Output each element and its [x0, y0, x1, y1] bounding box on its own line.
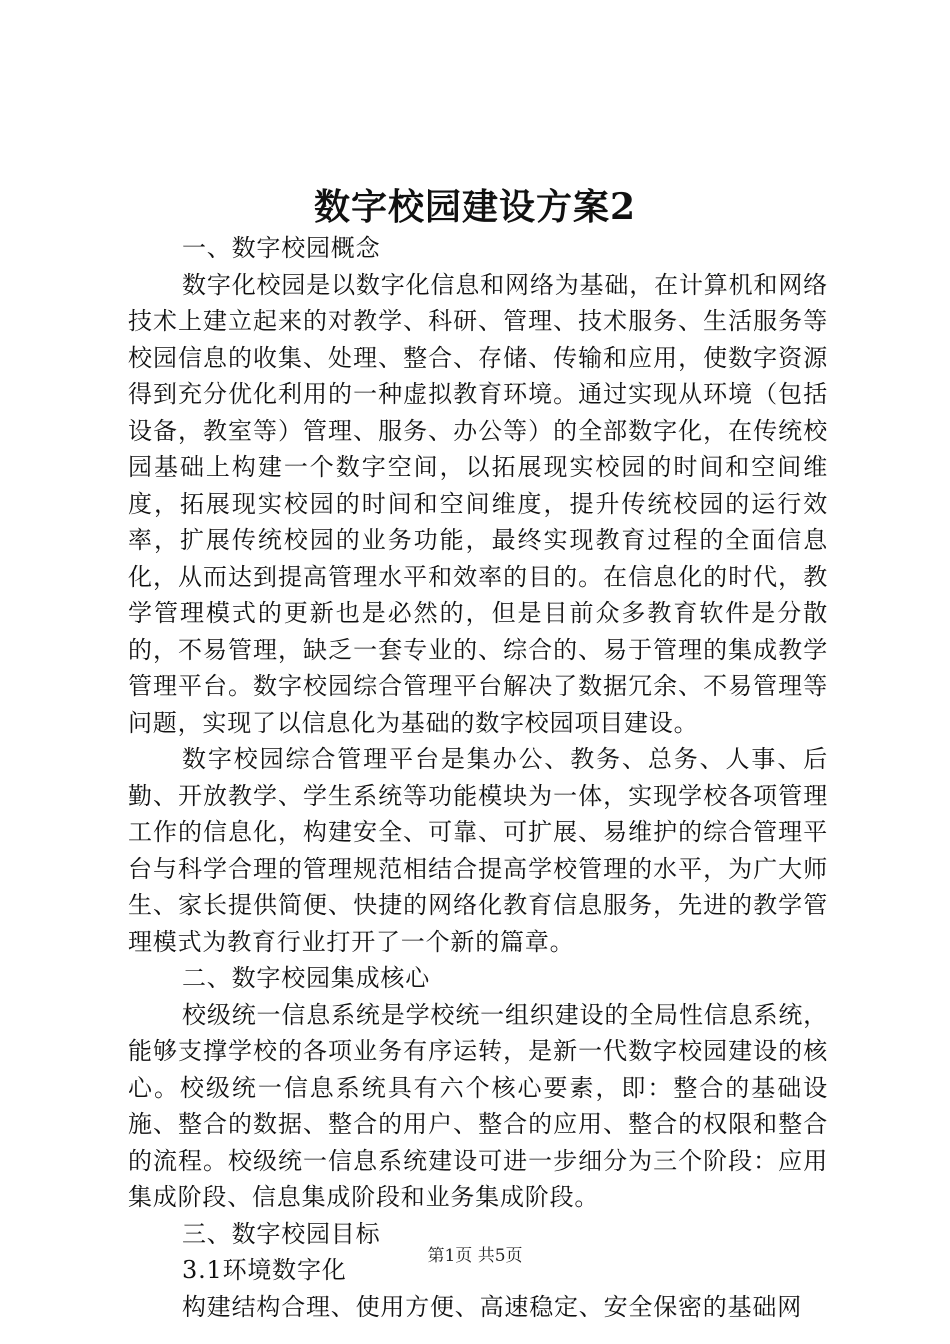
section-heading-1: 一、数字校园概念 [182, 234, 381, 262]
subsection-heading-3-1: 3.1环境数字化 [182, 1256, 347, 1284]
page-footer: 第1页 共5页 [427, 1246, 523, 1266]
paragraph-environment: 构建结构合理、使用方便、高速稳定、安全保密的基础网 [182, 1292, 802, 1321]
paragraph-core: 校级统一信息系统是学校统一组织建设的全局性信息系统，能够支撑学校的各项业务有序运转，是新一代数字校园建设的核心。校级统一信息系统具有六个核心要素，即：整合的基础设施、整合的数据、整合的用户、整合的应用、整合的权限和整合的流程。校级统一信息系统建设可进一步细分为三个阶段：应用集成阶段、信息集成阶段和业务集成阶段。 [128, 1000, 828, 1211]
paragraph-concept-1: 数字化校园是以数字化信息和网络为基础，在计算机和网络技术上建立起来的对教学、科研、管理、技术服务、生活服务等校园信息的收集、处理、整合、存储、传输和应用，使数字资源得到充分优化利用的一种虚拟教育环境。通过实现从环境（包括设备，教室等）管理、服务、办公等）的全部数字化，在传统校园基础上构建一个数字空间，以拓展现实校园的时间和空间维度，拓展现实校园的时间和空间维度，提升传统校园的运行效率，扩展传统校园的业务功能，最终实现教育过程的全面信息化，从而达到提高管理水平和效率的目的。在信息化的时代，教学管理模式的更新也是必然的，但是目前众多教育软件是分散的，不易管理，缺乏一套专业的、综合的、易于管理的集成教学管理平台。数字校园综合管理平台解决了数据冗余、不易管理等问题，实现了以信息化为基础的数字校园项目建设。 [128, 270, 828, 737]
document-body [128, 230, 828, 1325]
document-title: 数字校园建设方案2 [313, 186, 637, 228]
section-heading-3: 三、数字校园目标 [182, 1219, 381, 1248]
paragraph-concept-2: 数字校园综合管理平台是集办公、教务、总务、人事、后勤、开放教学、学生系统等功能模块为一体，实现学校各项管理工作的信息化，构建安全、可靠、可扩展、易维护的综合管理平台与科学合理的管理规范相结合提高学校管理的水平，为广大师生、家长提供简便、快捷的网络化教育信息服务，先进的教学管理模式为教育行业打开了一个新的篇章。 [128, 745, 828, 956]
section-heading-2: 二、数字校园集成核心 [182, 964, 430, 992]
